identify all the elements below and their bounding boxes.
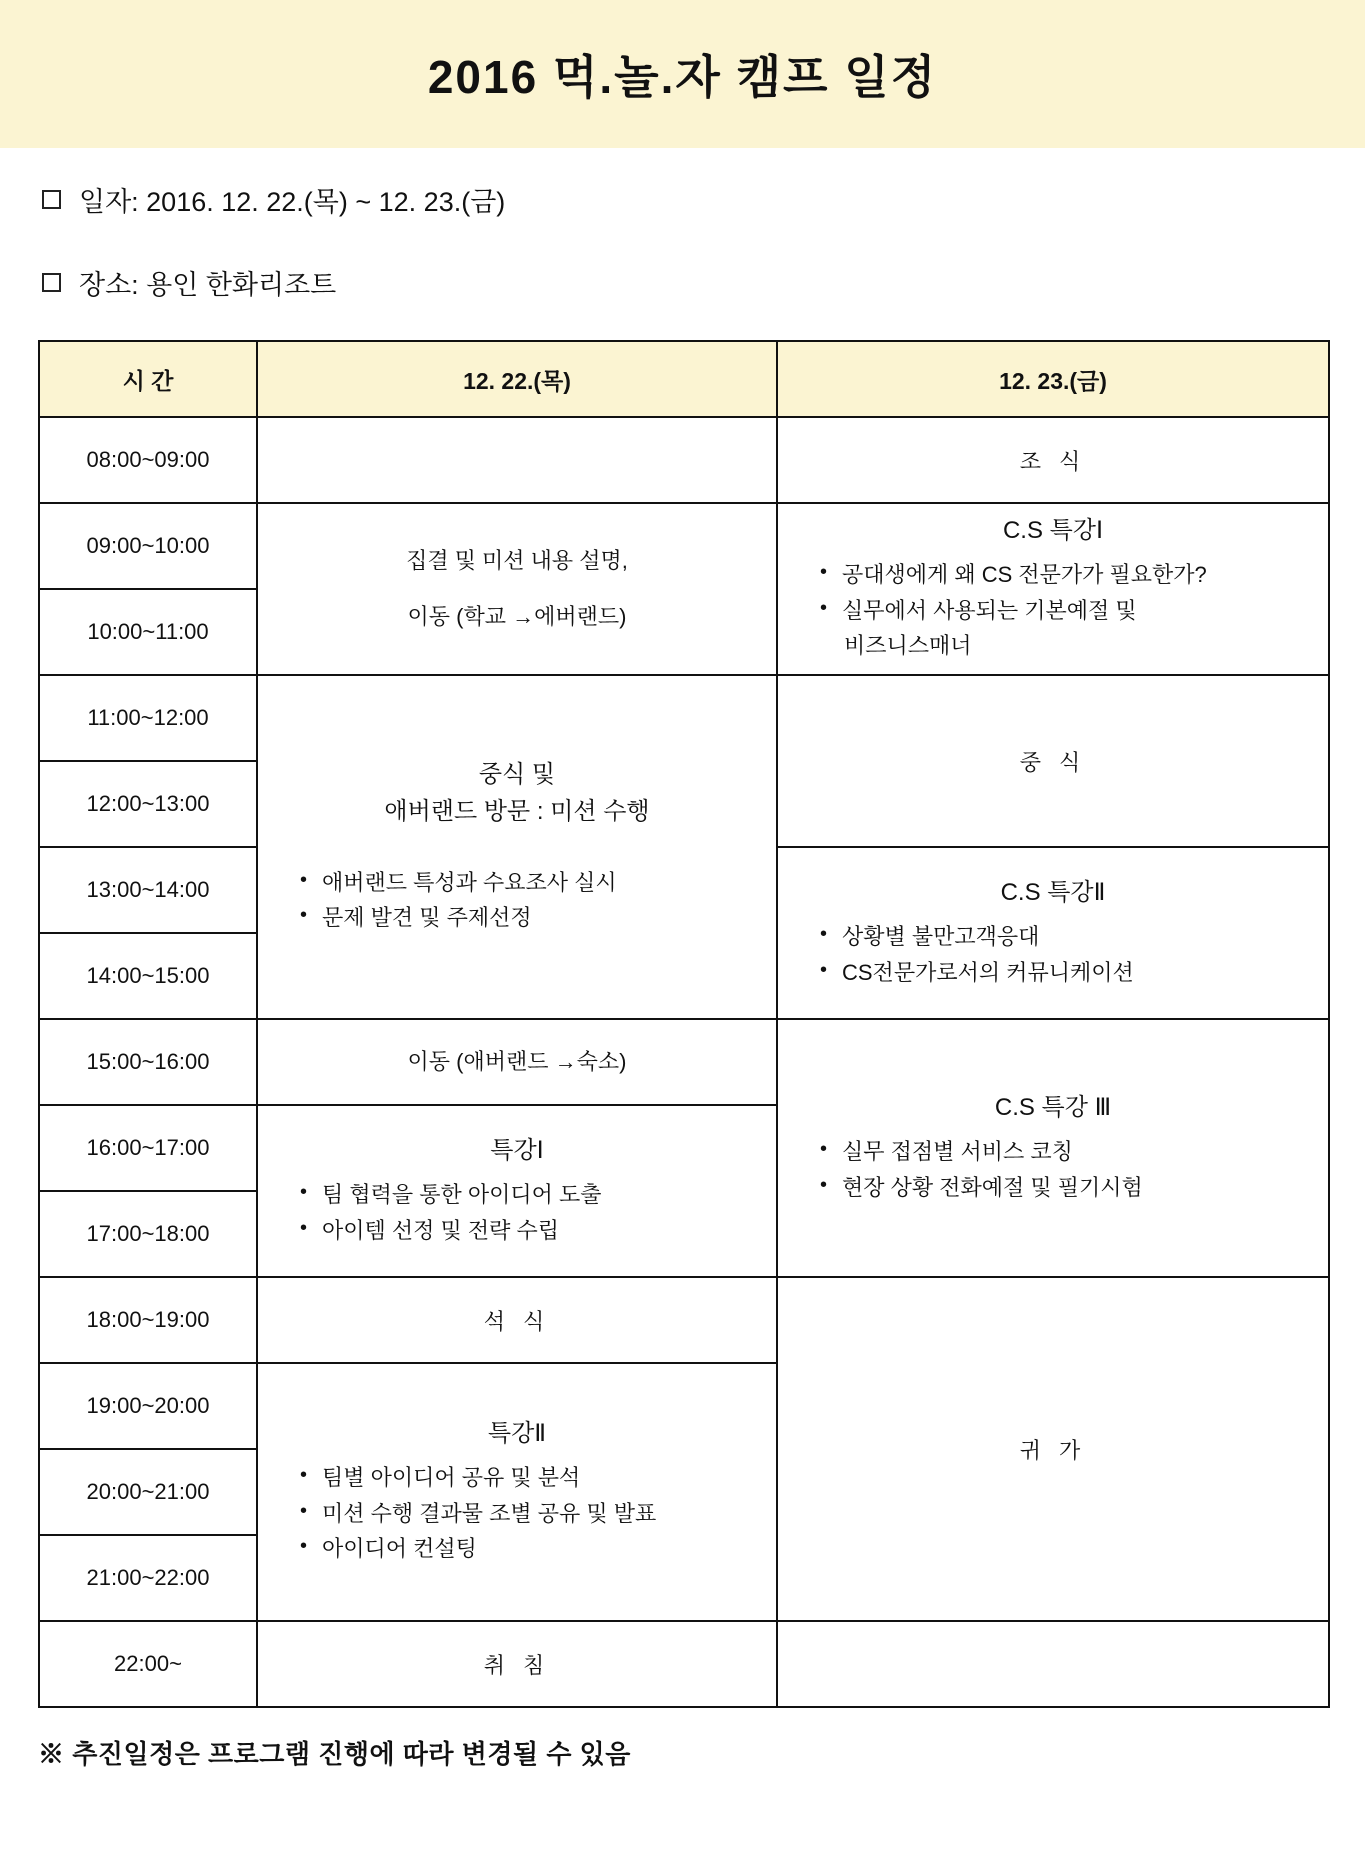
time-slot: 10:00~11:00 [39, 589, 257, 675]
day1-mission-line1: 중식 및 [478, 761, 556, 789]
list-item: • 현장 상황 전화예절 및 필기시험 [820, 1170, 1320, 1206]
day1-lecture1-list [266, 1177, 768, 1248]
list-item: • 공대생에게 왜 CS 전문가가 필요한가? [820, 557, 1320, 593]
time-slot: 16:00~17:00 [39, 1105, 257, 1191]
day1-special-lecture-1 [257, 1105, 777, 1277]
day1-assembly-line2: 이동 (학교 →에버랜드) [407, 604, 627, 629]
day2-cs3-title: C.S 특강 Ⅲ [994, 1093, 1112, 1121]
time-slot: 12:00~13:00 [39, 761, 257, 847]
list-item: • 아이디어 컨설팅 [300, 1531, 768, 1567]
day1-assembly-line1: 집결 및 미션 내용 설명, [406, 547, 628, 573]
title-banner [0, 0, 1365, 148]
time-slot: 17:00~18:00 [39, 1191, 257, 1277]
meta-block [0, 180, 1365, 302]
time-slot: 15:00~16:00 [39, 1019, 257, 1105]
day1-assembly-move [257, 503, 777, 675]
meta-venue-label: 장소: 용인 한화리조트 [79, 270, 337, 300]
table-row [39, 1019, 1329, 1105]
day1-dinner: 석 식 [257, 1277, 777, 1363]
meta-date-label: 일자: 2016. 12. 22.(목) ~ 12. 23.(금) [79, 187, 506, 217]
table-row [39, 1621, 1329, 1707]
list-item: • 애버랜드 특성과 수요조사 실시 [300, 865, 768, 901]
time-slot: 13:00~14:00 [39, 847, 257, 933]
column-header-time: 시 간 [39, 341, 257, 417]
day2-cs-lecture-2 [777, 847, 1329, 1019]
square-bullet-icon [42, 273, 61, 292]
schedule-table-wrapper [0, 340, 1365, 1708]
meta-line-venue [42, 263, 1365, 302]
list-item: • 문제 발견 및 주제선정 [300, 900, 768, 936]
list-item: • CS전문가로서의 커뮤니케이션 [820, 955, 1320, 991]
day1-special-lecture-2 [257, 1363, 777, 1621]
time-slot: 22:00~ [39, 1621, 257, 1707]
time-slot: 09:00~10:00 [39, 503, 257, 589]
list-item: • 실무 접점별 서비스 코칭 [820, 1134, 1320, 1170]
day1-empty-cell [257, 417, 777, 503]
day2-cs2-title: C.S 특강Ⅱ [1000, 878, 1106, 906]
day2-empty-cell [777, 1621, 1329, 1707]
day2-cs-lecture-1 [777, 503, 1329, 675]
day2-cs3-list [786, 1134, 1320, 1205]
day2-return-home: 귀 가 [777, 1277, 1329, 1621]
day2-cs-lecture-3 [777, 1019, 1329, 1277]
list-item [820, 593, 1320, 664]
day1-lecture2-list [266, 1460, 768, 1567]
time-slot: 19:00~20:00 [39, 1363, 257, 1449]
time-slot: 21:00~22:00 [39, 1535, 257, 1621]
day2-lunch: 중 식 [777, 675, 1329, 847]
day2-cs1-title: C.S 특강Ⅰ [1002, 516, 1104, 544]
square-bullet-icon [42, 190, 61, 209]
time-slot: 08:00~09:00 [39, 417, 257, 503]
meta-line-date [42, 180, 1365, 219]
day1-lecture1-title: 특강Ⅰ [490, 1136, 544, 1164]
list-item-continuation: 비즈니스매너 [844, 633, 972, 659]
day1-bedtime: 취 침 [257, 1621, 777, 1707]
day2-cs1-list [786, 557, 1320, 664]
list-item: • 팀별 아이디어 공유 및 분석 [300, 1460, 768, 1496]
day2-cs2-list [786, 919, 1320, 990]
day2-breakfast: 조 식 [777, 417, 1329, 503]
list-item-text: 실무에서 사용되는 기본예절 및 [842, 597, 1137, 623]
day1-mission-line2: 애버랜드 방문 : 미션 수행 [384, 798, 650, 826]
day1-move-to-lodging: 이동 (애버랜드 →숙소) [257, 1019, 777, 1105]
column-header-day1: 12. 22.(목) [257, 341, 777, 417]
time-slot: 11:00~12:00 [39, 675, 257, 761]
list-item: • 미션 수행 결과물 조별 공유 및 발표 [300, 1496, 768, 1532]
table-row [39, 503, 1329, 589]
list-item: • 팀 협력을 통한 아이디어 도출 [300, 1177, 768, 1213]
footer-note: ※ 추진일정은 프로그램 진행에 따라 변경될 수 있음 [38, 1739, 631, 1769]
column-header-day2: 12. 23.(금) [777, 341, 1329, 417]
table-header-row [39, 341, 1329, 417]
table-row [39, 417, 1329, 503]
list-item: • 상황별 불만고객응대 [820, 919, 1320, 955]
day1-lecture2-title: 특강Ⅱ [487, 1419, 547, 1447]
time-slot: 20:00~21:00 [39, 1449, 257, 1535]
list-item: • 아이템 선정 및 전략 수립 [300, 1213, 768, 1249]
table-row [39, 1277, 1329, 1363]
time-slot: 18:00~19:00 [39, 1277, 257, 1363]
table-row [39, 675, 1329, 761]
page-title: 2016 먹.놀.자 캠프 일정 [427, 51, 938, 103]
day1-lunch-everland-mission [257, 675, 777, 1019]
schedule-table [38, 340, 1330, 1708]
day1-mission-list [266, 865, 768, 936]
time-slot: 14:00~15:00 [39, 933, 257, 1019]
